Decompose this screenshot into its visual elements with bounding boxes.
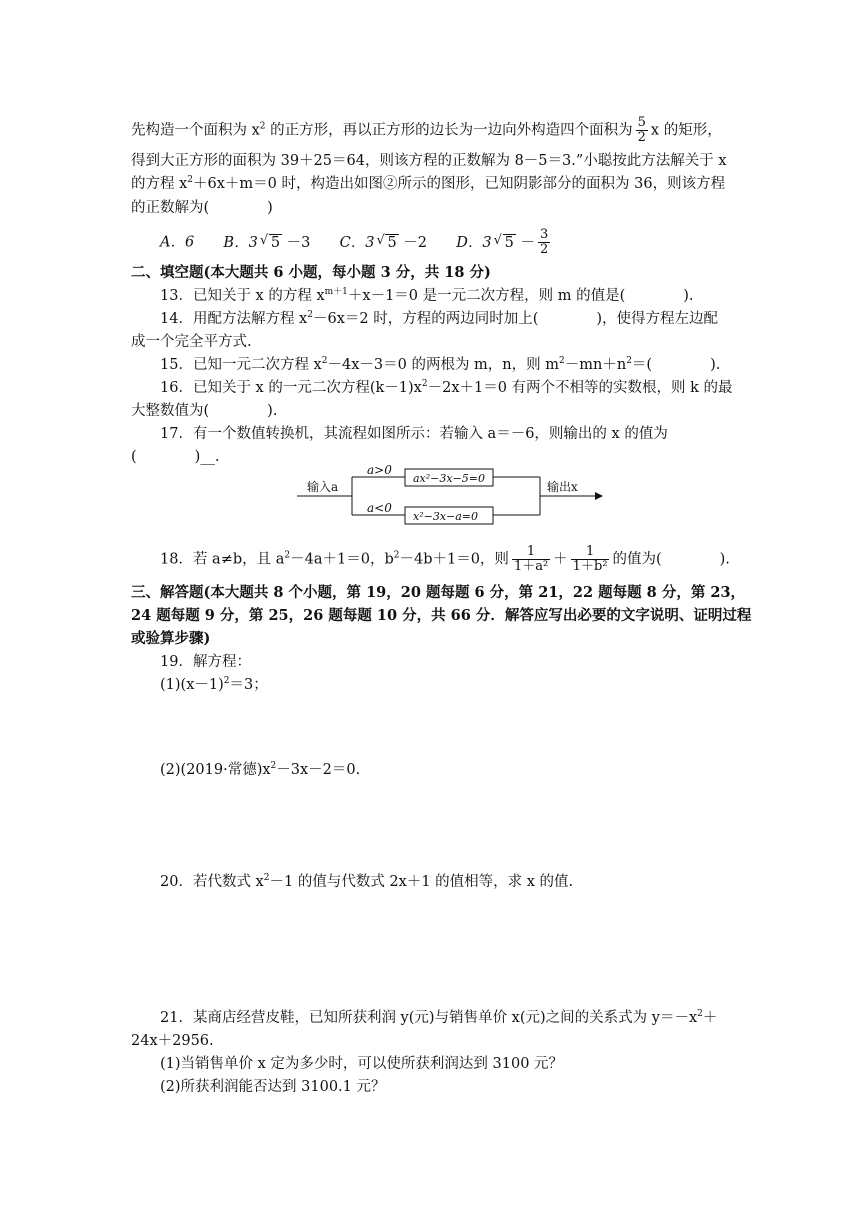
sqrt-radicand: 5 [270,234,281,251]
option-b-label: B．3 [223,234,258,251]
q16-line1 [160,378,733,398]
q21-line1 [160,1008,717,1028]
section3-heading-line2: 24 题每题 9 分，第 25，26 题每题 10 分，共 66 分．解答应写出必要的文字说明、证明过程 [131,607,752,624]
sqrt-radicand: 5 [387,234,397,251]
q13-text: ＋x－1＝0 是一元二次方程，则 m 的值是( ). [347,288,694,304]
fraction-numerator: 1 [571,545,610,560]
q12-text: ＋6x＋m＝0 时，构造出如图②所示的图形，已知阴影部分的面积为 36，则该方程 [193,176,726,192]
q19-1-text: (1)(x－1) [160,677,224,693]
fraction-denominator: 1＋a² [513,559,549,574]
flow-cond-bottom: a<0 [367,501,392,515]
section2-heading: 二、填空题(本大题共 6 小题，每小题 3 分，共 18 分) [131,264,491,281]
sqrt [494,233,516,253]
q12-text: 的方程 x [131,176,188,192]
fraction-3-2 [538,228,550,257]
q20-text: －1 的值与代数式 2x＋1 的值相等，求 x 的值. [269,874,574,890]
q13-text: 13．已知关于 x 的方程 x [160,288,325,304]
superscript: 2 [697,1009,703,1019]
q17-line1: 17．有一个数值转换机，其流程如图所示：若输入 a＝－6，则输出的 x 的值为 [160,426,668,442]
q15-text: ＝( ). [631,357,721,373]
sqrt-radicand: 5 [504,234,514,251]
q16-text: 16．已知关于 x 的一元二次方程(k－1)x [160,380,422,396]
q15-text: －4x－3＝0 的两根为 m，n，则 m [327,357,560,373]
option-c-label: C．3 [339,234,375,251]
superscript: 2 [259,121,266,132]
flow-output-label: 输出x [547,480,578,494]
q19-1-text: ＝3； [229,677,268,693]
q18-text: 的值为( ). [612,551,730,568]
q19-2-text: －3x－2＝0. [276,762,361,778]
q19-part1 [160,675,268,695]
option-d-label: D．3 [456,234,492,251]
option-d [456,227,553,257]
q21-text: ＋ [702,1010,718,1026]
flow-arrow-icon [595,492,603,500]
q20-text: 20．若代数式 x [160,874,264,890]
q18-text: 18．若 a≠b，且 a [160,551,285,568]
fraction-5-2 [636,116,648,145]
option-b-tail: －3 [286,234,311,251]
fraction-numerator: 5 [637,115,646,130]
fraction-1-over-1-plus-a2 [512,545,550,574]
q12-line2: 得到大正方形的面积为 39＋25＝64，则该方程的正数解为 8－5＝3.”小聪按此方法解关于 x [131,153,727,169]
q13 [160,286,694,306]
q15-text: 15．已知一元二次方程 x [160,357,322,373]
superscript: 2 [559,356,565,366]
q14-text: －6x＝2 时，方程的两边同时加上( )，使得方程左边配 [312,311,719,327]
q18-text: －4b＋1＝0，则 [399,551,509,568]
q21-part2: (2)所获利润能否达到 3100.1 元？ [160,1079,386,1095]
fraction-denominator: 2 [539,242,549,257]
q14-line1 [160,309,718,329]
q18-text: －4a＋1＝0，b [290,551,394,568]
section3-heading-line3: 或验算步骤) [131,630,211,647]
superscript: 2 [321,356,328,366]
option-d-tail: － [520,234,535,251]
q21-line2: 24x＋2956. [131,1033,214,1049]
q12-line4: 的正数解为( ) [131,200,273,216]
plus-sign: ＋ [553,551,568,568]
superscript: 2 [393,550,400,561]
q20 [160,872,573,892]
q21-text: 21．某商店经营皮鞋，已知所获利润 y(元)与销售单价 x(元)之间的关系式为 y＝－x [160,1010,698,1026]
superscript: 2 [421,379,428,389]
q21-part1: (1)当销售单价 x 定为多少时，可以使所获利润达到 3100 元？ [160,1056,564,1072]
fraction-numerator: 1 [512,545,550,560]
option-c [340,235,427,251]
q15 [160,355,720,375]
flow-box-bottom-text: x²−3x−a=0 [413,510,479,523]
superscript: 2 [284,550,291,561]
superscript: 2 [223,676,230,686]
q12-text: x 的矩形， [650,122,722,139]
superscript: 2 [187,175,194,185]
option-b [223,235,310,251]
q17-line2: ( )__. [131,449,220,465]
option-a: A．6 [160,234,195,251]
q19-part2 [160,760,360,780]
fraction-numerator: 3 [539,227,549,242]
q12-line1 [131,116,722,145]
q16-line2: 大整数值为( ). [131,403,278,419]
fraction-denominator: 1＋b² [572,559,608,574]
q12-text: 先构造一个面积为 x [131,122,260,139]
superscript: m＋1 [324,287,348,297]
q19: 19．解方程： [160,654,251,670]
flow-box-top-text: ax²−3x−5=0 [413,472,486,485]
superscript: 2 [270,761,277,771]
sqrt [260,233,282,253]
superscript: 2 [626,356,632,366]
q14-line2: 成一个完全平方式. [131,334,252,350]
superscript: 2 [263,873,270,883]
q12-text: 的正方形，再以正方形的边长为一边向外构造四个面积为 [265,122,633,139]
q16-text: －2x＋1＝0 有两个不相等的实数根，则 k 的最 [427,380,733,396]
q15-text: －mn＋n [564,357,627,373]
flowchart-diagram [295,465,605,527]
flow-input-label: 输入a [307,480,339,494]
option-c-tail: －2 [403,234,428,251]
q19-2-text: (2)(2019·常德)x [160,762,271,778]
sqrt [376,233,398,253]
section3-heading-line1: 三、解答题(本大题共 8 个小题，第 19，20 题每题 6 分，第 21，22 题每题 8 分，第 23， [131,584,746,601]
q14-text: 14．用配方法解方程 x [160,311,308,327]
fraction-denominator: 2 [637,130,646,145]
q12-options [160,228,553,257]
fraction-1-over-1-plus-b2 [571,545,610,574]
q18 [160,545,730,574]
q12-line3 [131,174,725,194]
superscript: 2 [307,310,313,320]
flow-cond-top: a>0 [367,465,392,477]
